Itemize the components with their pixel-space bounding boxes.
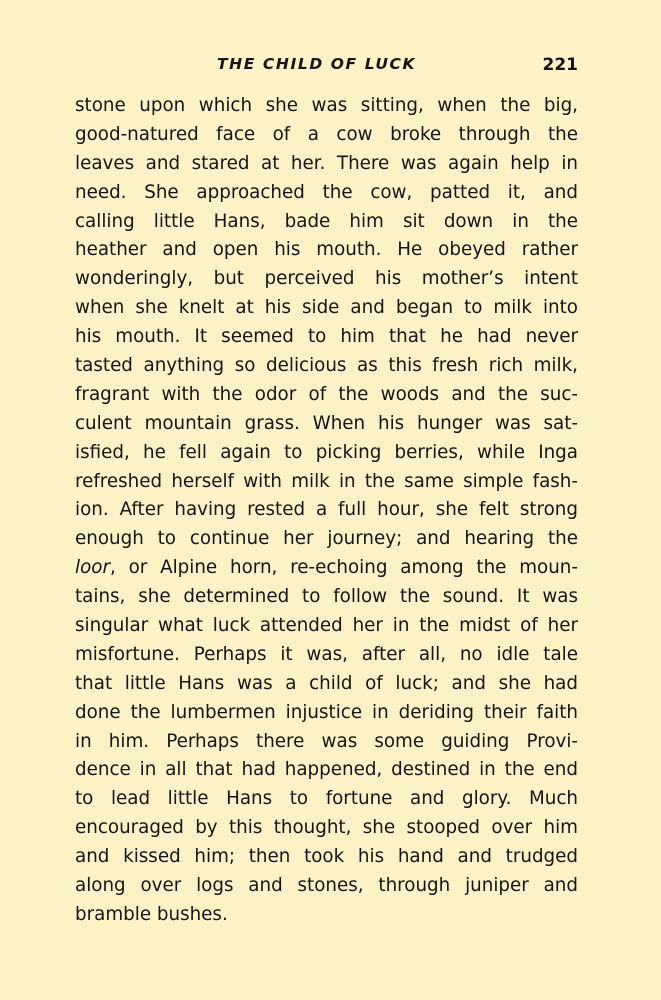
text-line-28-content: along over logs and stones, through juniper and [75, 875, 578, 897]
text-line-18 [75, 583, 578, 612]
running-title: THE CHILD OF LUCK [217, 55, 417, 73]
text-line-28 [75, 872, 578, 901]
text-line-4 [75, 179, 578, 208]
text-line-19-content: singular what luck attended her in the midst of her [75, 615, 578, 637]
text-line-20-content: misfortune. Perhaps it was, after all, no idle tale [75, 643, 578, 665]
text-line-11-content: fragrant with the odor of the woods and the suc- [75, 383, 578, 405]
page-number: 221 [542, 55, 578, 75]
text-line-11 [75, 381, 578, 410]
text-line-8 [75, 294, 578, 323]
text-line-17-rest: , or Alpine horn, re-echoing among the moun- [109, 557, 578, 579]
text-line-3-content: leaves and stared at her. There was again help in [75, 152, 578, 174]
text-line-4-content: need. She approached the cow, patted it, and [75, 181, 578, 203]
text-line-22-content: done the lumbermen injustice in deriding their faith [75, 701, 578, 723]
text-line-27-content: and kissed him; then took his hand and trudged [75, 846, 578, 868]
text-line-29-content: bramble bushes. [75, 903, 228, 925]
text-line-19 [75, 612, 578, 641]
text-line-17 [75, 554, 578, 583]
text-line-8-content: when she knelt at his side and began to milk into [75, 297, 578, 319]
text-line-10 [75, 352, 578, 381]
text-line-13 [75, 439, 578, 468]
text-line-5-content: calling little Hans, bade him sit down in the [75, 210, 578, 232]
text-line-5 [75, 208, 578, 237]
text-line-1 [75, 92, 578, 121]
text-line-18-content: tains, she determined to follow the sound. It was [75, 586, 578, 608]
text-line-15-content: ion. After having rested a full hour, she felt strong [75, 499, 578, 521]
text-line-26 [75, 814, 578, 843]
text-line-15 [75, 496, 578, 525]
text-line-7-content: wonderingly, but perceived his mother’s intent [75, 268, 578, 290]
text-line-24 [75, 756, 578, 785]
text-line-20 [75, 641, 578, 670]
text-line-21-content: that little Hans was a child of luck; and she had [75, 672, 578, 694]
text-line-2 [75, 121, 578, 150]
text-line-6 [75, 236, 578, 265]
text-line-9 [75, 323, 578, 352]
text-line-24-content: dence in all that had happened, destined in the end [75, 759, 578, 781]
text-line-6-content: heather and open his mouth. He obeyed rather [75, 239, 578, 261]
text-line-13-content: isfied, he fell again to picking berries, while Inga [75, 441, 578, 463]
text-line-1-content: stone upon which she was sitting, when the big, [75, 95, 578, 116]
text-line-16-content: enough to continue her journey; and hearing the [75, 528, 578, 550]
text-line-23 [75, 728, 578, 757]
text-line-21 [75, 670, 578, 699]
text-line-25 [75, 785, 578, 814]
text-line-10-content: tasted anything so delicious as this fresh rich milk, [75, 355, 578, 377]
running-head [75, 55, 578, 79]
text-line-12 [75, 410, 578, 439]
text-line-25-content: to lead little Hans to fortune and glory. Much [75, 788, 578, 810]
text-line-9-content: his mouth. It seemed to him that he had never [75, 326, 578, 348]
body-text [75, 92, 578, 930]
text-line-26-content: encouraged by this thought, she stooped over him [75, 817, 578, 839]
text-line-14 [75, 468, 578, 497]
text-line-23-content: in him. Perhaps there was some guiding Provi- [75, 730, 578, 752]
text-line-29 [75, 901, 578, 930]
text-line-2-content: good-natured face of a cow broke through the [75, 123, 578, 145]
text-line-14-content: refreshed herself with milk in the same simple fash- [75, 470, 578, 492]
loor-term: loor [75, 557, 110, 579]
text-line-16 [75, 525, 578, 554]
text-line-27 [75, 843, 578, 872]
text-line-12-content: culent mountain grass. When his hunger was sat- [75, 412, 578, 434]
text-line-3 [75, 150, 578, 179]
text-line-7 [75, 265, 578, 294]
text-line-22 [75, 699, 578, 728]
